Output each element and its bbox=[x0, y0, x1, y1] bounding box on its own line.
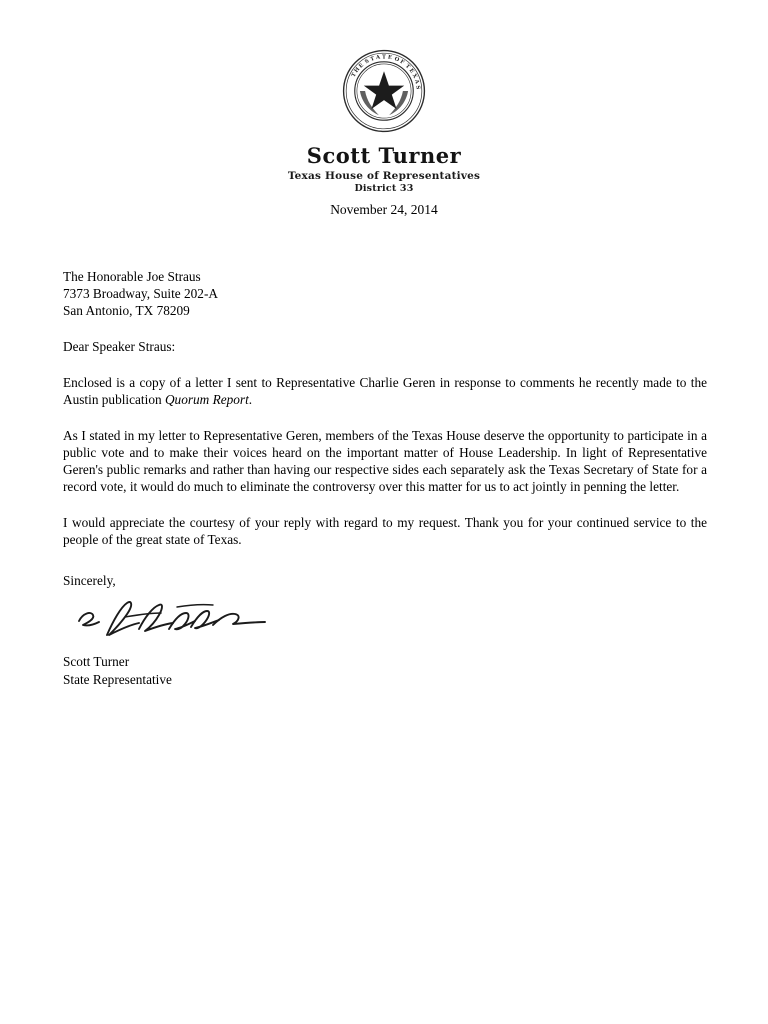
svg-text:T: T bbox=[403, 63, 411, 71]
svg-text:T: T bbox=[350, 72, 358, 79]
letterhead bbox=[0, 48, 768, 194]
paragraph-1 bbox=[63, 374, 707, 408]
svg-text:T: T bbox=[382, 54, 386, 61]
paragraph-3: I would appreciate the courtesy of your reply with regard to my request. Thank you for your continued service to the people of the great state of Texas. bbox=[63, 515, 707, 548]
paragraph-1-text-b: . bbox=[248, 392, 253, 408]
publication-name: Quorum Report bbox=[164, 392, 249, 408]
paragraph-1-text-a: Enclosed is a copy of a letter I sent to Representative Charlie Geren in response to comments he recently made to the Austin publication bbox=[63, 375, 707, 408]
svg-text:A: A bbox=[412, 78, 420, 85]
letter-date: November 24, 2014 bbox=[330, 202, 438, 217]
letterhead-name: Scott Turner bbox=[306, 143, 462, 168]
svg-text:S: S bbox=[363, 58, 371, 66]
closing: Sincerely, bbox=[63, 573, 116, 589]
svg-text:A: A bbox=[375, 54, 381, 62]
svg-text:E: E bbox=[387, 54, 393, 62]
signer-name: Scott Turner bbox=[63, 654, 130, 670]
handwritten-signature-icon bbox=[73, 595, 707, 653]
svg-text:H: H bbox=[353, 66, 362, 75]
svg-text:S: S bbox=[414, 85, 421, 90]
svg-text:O: O bbox=[393, 56, 400, 64]
svg-text:E: E bbox=[357, 62, 365, 70]
recipient-address bbox=[63, 268, 707, 319]
texas-state-seal-icon bbox=[341, 48, 427, 134]
recipient-line: 7373 Broadway, Suite 202-A bbox=[63, 286, 218, 302]
recipient-line: The Honorable Joe Straus bbox=[63, 269, 201, 284]
salutation: Dear Speaker Straus: bbox=[63, 339, 176, 355]
letterhead-chamber: Texas House of Representatives bbox=[287, 170, 481, 183]
paragraph-2: As I stated in my letter to Representative Geren, members of the Texas House deserve the opportunity to participate in a public vote and to make their voices heard on the important matter of House Leadership. In light of Representative Geren's public remarks and rather than having our respective sides each separately ask the Texas Secretary of State for a record vote, it would do much to eliminate the controversy over this matter for us to act jointly in penning the letter. bbox=[63, 428, 707, 495]
svg-text:T: T bbox=[369, 55, 376, 63]
svg-text:X: X bbox=[410, 73, 418, 80]
letterhead-district: District 33 bbox=[354, 183, 414, 195]
signer-title: State Representative bbox=[63, 672, 172, 688]
letter-body bbox=[63, 268, 707, 688]
svg-text:F: F bbox=[398, 58, 406, 66]
svg-text:E: E bbox=[407, 67, 415, 75]
recipient-line: San Antonio, TX 78209 bbox=[63, 303, 190, 319]
